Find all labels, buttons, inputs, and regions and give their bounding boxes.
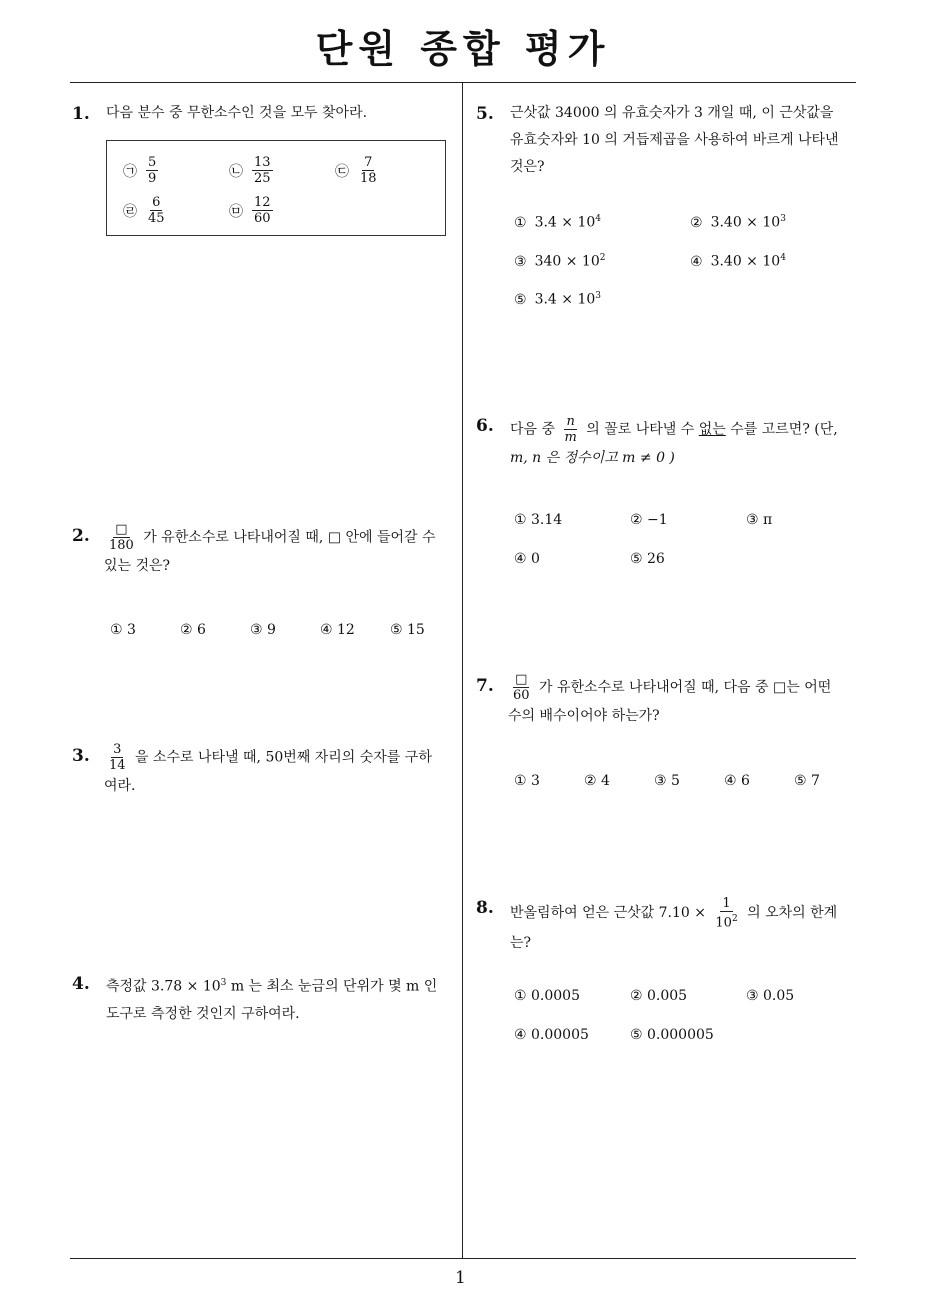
q7-option-2[interactable]: ② 4 bbox=[584, 773, 610, 789]
q6-fraction: $\frac{n}{m}$ bbox=[564, 414, 577, 445]
q1-choice-b[interactable]: ㉡ $\frac{13}{25}$ bbox=[229, 155, 271, 186]
q8-option-5[interactable]: ⑤ 0.000005 bbox=[630, 1027, 714, 1043]
q6-option-2[interactable]: ② −1 bbox=[630, 512, 668, 528]
q2-option-2[interactable]: ② 6 bbox=[180, 622, 206, 638]
page-number: 1 bbox=[455, 1268, 466, 1288]
question-8-text: 반올림하여 얻은 근삿값 7.10 × $\frac{1}{10^2}$ 의 오차의 한계 는? bbox=[510, 896, 838, 952]
question-4-text: 측정값 $3.78 \times 10^3$ m 는 최소 눈금의 단위가 몇 m 인 도구로 측정한 것인지 구하여라. bbox=[106, 978, 438, 1022]
q2-fraction: $\frac{□}{180}$ bbox=[109, 522, 134, 553]
q8-option-1[interactable]: ① 0.0005 bbox=[514, 988, 580, 1004]
q8-fraction: $\frac{1}{10^2}$ bbox=[715, 896, 738, 931]
q6-option-1[interactable]: ① 3.14 bbox=[514, 512, 563, 528]
question-6-number: 6. bbox=[476, 416, 494, 436]
q1-choice-d[interactable]: ㉣ $\frac{6}{45}$ bbox=[123, 195, 165, 226]
q2-option-3[interactable]: ③ 9 bbox=[250, 622, 276, 638]
q1-choice-c[interactable]: ㉢ $\frac{7}{18}$ bbox=[335, 155, 377, 186]
question-3-number: 3. bbox=[72, 746, 90, 766]
question-2-text: $\frac{□}{180}$ 가 유한소수로 나타내어질 때, □ 안에 들어갈 수 있는 것은? bbox=[104, 522, 436, 574]
footer-divider bbox=[70, 1258, 856, 1259]
question-4-number: 4. bbox=[72, 974, 90, 994]
title-divider bbox=[70, 82, 856, 83]
q5-option-5[interactable]: ⑤ $3.4 \times 10^3$ bbox=[514, 291, 602, 308]
question-5-text: 근삿값 34000 의 유효숫자가 3 개일 때, 이 근삿값을 유효숫자와 10 의 거듭제곱을 사용하여 바르게 나타낸 것은? bbox=[510, 105, 839, 175]
question-1-choice-box bbox=[106, 140, 446, 236]
question-3-text: $\frac{3}{14}$ 을 소수로 나타낼 때, 50번째 자리의 숫자를 구하 여라. bbox=[104, 742, 432, 794]
q1-choice-e[interactable]: ㉤ $\frac{12}{60}$ bbox=[229, 195, 271, 226]
q6-option-4[interactable]: ④ 0 bbox=[514, 551, 540, 567]
page-title: 단원 종합 평가 bbox=[315, 27, 611, 71]
question-1-number: 1. bbox=[72, 104, 90, 124]
q7-fraction: $\frac{□}{60}$ bbox=[513, 672, 530, 703]
q5-option-1[interactable]: ① $3.4 \times 10^4$ bbox=[514, 214, 602, 231]
q6-option-5[interactable]: ⑤ 26 bbox=[630, 551, 665, 567]
q6-option-3[interactable]: ③ π bbox=[746, 512, 773, 528]
q1-choice-a[interactable]: ㉠ $\frac{5}{9}$ bbox=[123, 155, 157, 186]
question-2-number: 2. bbox=[72, 526, 90, 546]
column-divider bbox=[462, 83, 463, 1258]
question-5-number: 5. bbox=[476, 104, 494, 124]
q8-option-3[interactable]: ③ 0.05 bbox=[746, 988, 795, 1004]
question-7-text: $\frac{□}{60}$ 가 유한소수로 나타내어질 때, 다음 중 □는 어떤 수의 배수이어야 하는가? bbox=[508, 672, 832, 724]
q2-option-4[interactable]: ④ 12 bbox=[320, 622, 355, 638]
q3-fraction: $\frac{3}{14}$ bbox=[109, 742, 126, 773]
q7-option-5[interactable]: ⑤ 7 bbox=[794, 773, 820, 789]
q5-option-4[interactable]: ④ $3.40 \times 10^4$ bbox=[690, 253, 786, 270]
q5-option-3[interactable]: ③ $340 \times 10^2$ bbox=[514, 253, 606, 270]
q8-option-4[interactable]: ④ 0.00005 bbox=[514, 1027, 589, 1043]
q2-option-1[interactable]: ① 3 bbox=[110, 622, 136, 638]
question-7-number: 7. bbox=[476, 676, 494, 696]
question-1-text: 다음 분수 중 무한소수인 것을 모두 찾아라. bbox=[106, 105, 368, 121]
question-8-number: 8. bbox=[476, 898, 494, 918]
q7-option-4[interactable]: ④ 6 bbox=[724, 773, 750, 789]
q8-option-2[interactable]: ② 0.005 bbox=[630, 988, 688, 1004]
q2-option-5[interactable]: ⑤ 15 bbox=[390, 622, 425, 638]
q7-option-3[interactable]: ③ 5 bbox=[654, 773, 680, 789]
q7-option-1[interactable]: ① 3 bbox=[514, 773, 540, 789]
q5-option-2[interactable]: ② $3.40 \times 10^3$ bbox=[690, 214, 786, 231]
question-6-text: 다음 중 $\frac{n}{m}$ 의 꼴로 나타낼 수 없는 수를 고르면? (단, m, n 은 정수이고 m ≠ 0 ) bbox=[510, 414, 838, 466]
